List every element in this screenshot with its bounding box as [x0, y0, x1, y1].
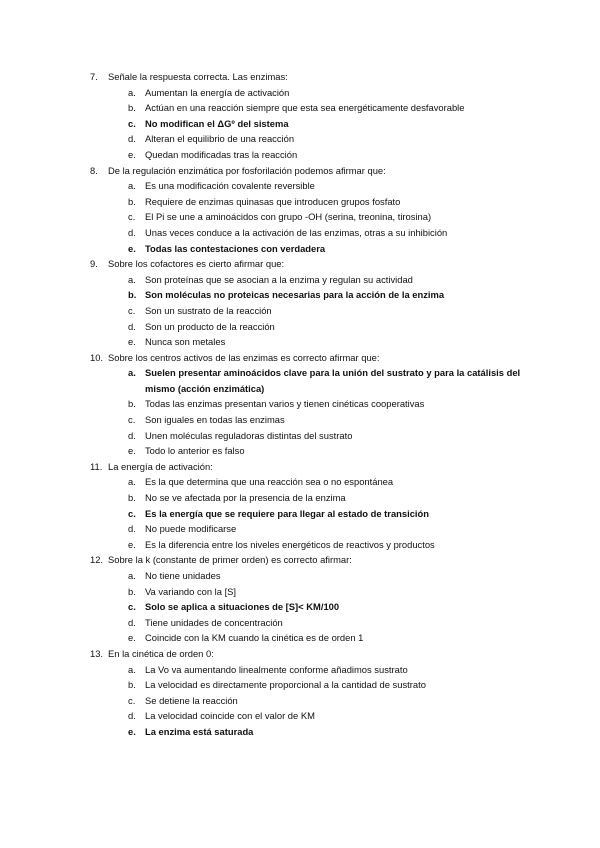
option-letter: d.	[128, 226, 136, 238]
option-letter: c.	[128, 117, 136, 129]
question-header	[90, 350, 540, 366]
answer-option	[90, 194, 540, 210]
option-letter: d.	[128, 133, 136, 145]
option-text: Nunca son metales	[145, 336, 226, 348]
question-text: Sobre los centros activos de las enzimas es correcto afirmar que:	[108, 351, 380, 363]
answer-option	[90, 428, 540, 444]
question-header	[90, 69, 540, 85]
question-text: De la regulación enzimática por fosforilación podemos afirmar que:	[108, 164, 386, 176]
option-text: Son un sustrato de la reacción	[145, 304, 272, 316]
option-letter: e.	[128, 336, 136, 348]
answer-option	[90, 693, 540, 709]
answer-option	[90, 630, 540, 646]
option-letter: a.	[128, 476, 136, 488]
option-letter: d.	[128, 523, 136, 535]
question-5	[90, 552, 540, 646]
correct-option	[90, 287, 540, 303]
option-text: Son iguales en todas las enzimas	[145, 414, 285, 426]
answer-option	[90, 334, 540, 350]
question-4	[90, 459, 540, 553]
answer-option	[90, 85, 540, 101]
correct-option	[90, 506, 540, 522]
question-number: 11.	[90, 460, 103, 472]
option-letter: b.	[128, 102, 136, 114]
option-text: La velocidad coincide con el valor de KM	[145, 710, 315, 722]
option-text: Unas veces conduce a la activación de las enzimas, otras a su inhibición	[145, 226, 448, 238]
question-text: Señale la respuesta correcta. Las enzimas:	[108, 71, 288, 82]
answer-option	[90, 490, 540, 506]
question-text: Sobre los cofactores es cierto afirmar que:	[108, 258, 285, 270]
answer-option	[90, 178, 540, 194]
option-text: No se ve afectada por la presencia de la enzima	[145, 492, 346, 504]
option-text: Unen moléculas reguladoras distintas del sustrato	[145, 429, 353, 441]
question-header	[90, 552, 540, 568]
answer-option	[90, 303, 540, 319]
option-text: Todas las enzimas presentan varios y tienen cinéticas cooperativas	[145, 398, 425, 410]
correct-option	[90, 599, 540, 615]
option-text: Requiere de enzimas quinasas que introducen grupos fosfato	[145, 195, 401, 207]
option-text: Tiene unidades de concentración	[145, 616, 283, 628]
option-letter: e.	[128, 725, 136, 737]
question-number: 9.	[90, 258, 98, 270]
option-text: Aumentan la energía de activación	[145, 86, 290, 98]
question-header	[90, 459, 540, 475]
answer-option	[90, 662, 540, 678]
option-letter: b.	[128, 195, 136, 207]
option-text: El Pi se une a aminoácidos con grupo -OH (serina, treonina, tirosina)	[145, 211, 432, 223]
option-letter: a.	[128, 663, 136, 675]
question-3	[90, 350, 540, 459]
option-text: Quedan modificadas tras la reacción	[145, 148, 298, 160]
option-text: Son un producto de la reacción	[145, 320, 275, 332]
option-letter: c.	[128, 414, 136, 426]
option-letter: e.	[128, 242, 136, 254]
question-list	[90, 69, 540, 740]
question-text: En la cinética de orden 0:	[108, 647, 214, 659]
answer-option	[90, 443, 540, 459]
option-text: Es la energía que se requiere para llegar al estado de transición	[145, 507, 429, 519]
question-number: 10.	[90, 351, 104, 363]
option-letter: e.	[128, 538, 136, 550]
answer-option	[90, 568, 540, 584]
answer-option	[90, 209, 540, 225]
option-letter: b.	[128, 585, 136, 597]
option-text: No puede modificarse	[145, 523, 237, 535]
question-header	[90, 256, 540, 272]
option-letter: d.	[128, 616, 136, 628]
answer-option	[90, 272, 540, 288]
question-0	[90, 69, 540, 163]
question-header	[90, 163, 540, 179]
answer-option	[90, 131, 540, 147]
answer-option	[90, 396, 540, 412]
option-letter: a.	[128, 86, 136, 98]
answer-option	[90, 412, 540, 428]
answer-option	[90, 474, 540, 490]
option-letter: c.	[128, 694, 136, 706]
option-text: Son proteínas que se asocian a la enzima y regulan su actividad	[145, 273, 413, 285]
option-text: Son moléculas no proteicas necesarias para la acción de la enzima	[145, 289, 445, 301]
option-letter: e.	[128, 632, 136, 644]
option-text: La velocidad es directamente proporcional a la cantidad de sustrato	[145, 679, 426, 691]
option-letter: a.	[128, 570, 136, 581]
question-1	[90, 163, 540, 257]
option-text: Alteran el equilibrio de una reacción	[145, 133, 295, 145]
option-letter: a.	[128, 273, 136, 285]
answer-option	[90, 100, 540, 116]
option-text: Solo se aplica a situaciones de [S]< KM/100	[145, 601, 340, 613]
option-text: Suelen presentar aminoácidos clave para la unión del sustrato y para la catálisis del mismo (acción enzimática)	[145, 367, 521, 394]
option-letter: d.	[128, 320, 136, 332]
option-letter: c.	[128, 601, 136, 613]
correct-option	[90, 116, 540, 132]
question-text: La energía de activación:	[108, 460, 213, 472]
correct-option	[90, 365, 540, 396]
answer-option	[90, 708, 540, 724]
option-text: Actúan en una reacción siempre que esta sea energéticamente desfavorable	[145, 102, 465, 114]
option-letter: b.	[128, 289, 137, 301]
answer-option	[90, 584, 540, 600]
question-number: 8.	[90, 164, 98, 176]
option-text: Es la diferencia entre los niveles energéticos de reactivos y productos	[145, 538, 435, 550]
option-letter: d.	[128, 710, 136, 722]
option-letter: e.	[128, 148, 136, 160]
option-letter: a.	[128, 367, 136, 379]
answer-option	[90, 677, 540, 693]
option-letter: b.	[128, 679, 136, 691]
answer-option	[90, 225, 540, 241]
question-number: 13.	[90, 647, 104, 659]
option-text: Todas las contestaciones con verdadera	[145, 242, 326, 254]
option-text: No tiene unidades	[145, 570, 221, 581]
option-letter: b.	[128, 492, 136, 504]
answer-option	[90, 537, 540, 553]
option-letter: e.	[128, 445, 136, 457]
option-letter: c.	[128, 304, 136, 316]
question-header	[90, 646, 540, 662]
answer-option	[90, 147, 540, 163]
option-text: Todo lo anterior es falso	[145, 445, 245, 457]
option-text: Es la que determina que una reacción sea o no espontánea	[145, 476, 394, 488]
option-text: Va variando con la [S]	[145, 585, 237, 597]
answer-option	[90, 319, 540, 335]
option-letter: b.	[128, 398, 136, 410]
option-letter: c.	[128, 211, 136, 223]
question-text: Sobre la k (constante de primer orden) es correcto afirmar:	[108, 554, 352, 566]
question-6	[90, 646, 540, 740]
option-text: Se detiene la reacción	[145, 694, 238, 706]
question-number: 7.	[90, 71, 98, 82]
correct-option	[90, 241, 540, 257]
answer-option	[90, 521, 540, 537]
correct-option	[90, 724, 540, 740]
option-letter: d.	[128, 429, 136, 441]
option-letter: c.	[128, 507, 136, 519]
question-number: 12.	[90, 554, 104, 566]
answer-option	[90, 615, 540, 631]
option-text: La Vo va aumentando linealmente conforme añadimos sustrato	[145, 663, 408, 675]
option-letter: a.	[128, 180, 136, 192]
option-text: La enzima está saturada	[145, 725, 254, 737]
option-text: Es una modificación covalente reversible	[145, 180, 315, 192]
question-2	[90, 256, 540, 350]
option-text: No modifican el ΔGº del sistema	[145, 117, 289, 129]
option-text: Coincide con la KM cuando la cinética es de orden 1	[145, 632, 364, 644]
